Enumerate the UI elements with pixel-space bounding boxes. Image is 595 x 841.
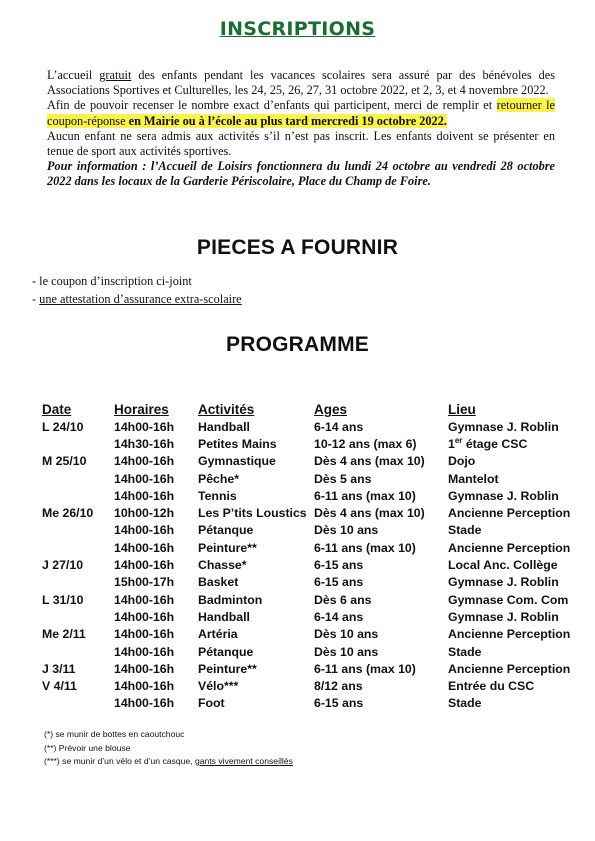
row-date: Me 2/11 — [42, 627, 86, 642]
row-horaire: 14h00-16h — [114, 592, 175, 607]
row-age: Dès 4 ans (max 10) — [314, 506, 425, 521]
row-date — [42, 522, 114, 539]
table-row — [42, 677, 572, 694]
row-date — [42, 695, 114, 712]
row-date — [42, 470, 114, 487]
table-row — [42, 556, 572, 573]
table-row — [42, 660, 572, 677]
row-lieu: Gymnase J. Roblin — [448, 609, 559, 624]
intro-text — [47, 68, 555, 190]
row-activite: Les P’tits Loustics — [198, 506, 307, 521]
row-horaire: 14h30-16h — [114, 436, 175, 451]
row-activite: Peinture** — [198, 661, 257, 676]
row-date — [42, 608, 114, 625]
row-horaire: 14h00-16h — [114, 644, 175, 659]
header-ages: Ages — [314, 402, 348, 417]
row-date: J 3/11 — [42, 661, 76, 676]
programme-title: PROGRAMME — [226, 333, 369, 356]
row-horaire: 14h00-16h — [114, 540, 175, 555]
row-lieu: Gymnase Com. Com — [448, 592, 569, 607]
row-activite: Foot — [198, 696, 225, 711]
row-horaire: 14h00-16h — [114, 661, 175, 676]
table-row — [42, 626, 572, 643]
row-age: Dès 10 ans — [314, 644, 379, 659]
row-activite: Pêche* — [198, 471, 240, 486]
footnote-bottes: (*) se munir de bottes en caoutchouc — [44, 729, 185, 739]
row-activite: Handball — [198, 609, 250, 624]
row-lieu: Entrée du CSC — [448, 679, 535, 694]
row-age: 6-11 ans (max 10) — [314, 540, 416, 555]
row-horaire: 14h00-16h — [114, 419, 175, 434]
row-age: 6-11 ans (max 10) — [314, 661, 416, 676]
row-horaire: 10h00-12h — [114, 506, 175, 521]
row-lieu: Local Anc. Collège — [448, 558, 558, 573]
table-row — [42, 435, 572, 452]
header-activites: Activités — [198, 402, 255, 417]
row-activite: Vélo*** — [198, 679, 239, 694]
row-age: Dès 10 ans — [314, 627, 379, 642]
row-activite: Chasse* — [198, 558, 247, 573]
row-activite: Pétanque — [198, 644, 254, 659]
row-age: 6-15 ans — [314, 558, 364, 573]
row-date — [42, 487, 114, 504]
row-horaire: 14h00-16h — [114, 488, 175, 503]
row-horaire: 14h00-16h — [114, 558, 175, 573]
row-date: M 25/10 — [42, 454, 87, 469]
row-lieu: Ancienne Perception — [448, 661, 571, 676]
intro-paragraph-coupon: Afin de pouvoir recenser le nombre exact d’enfants qui participent, merci de remplir et retourner le coupon-réponse en Mairie ou à l’école au plus tard mercredi 19 octobre 2022. — [47, 98, 555, 128]
table-row — [42, 470, 572, 487]
header-date: Date — [42, 402, 72, 417]
row-lieu: Ancienne Perception — [448, 540, 571, 555]
row-activite: Petites Mains — [198, 436, 277, 451]
row-date — [42, 574, 114, 591]
table-row — [42, 418, 572, 435]
row-lieu: Mantelot — [448, 471, 499, 486]
footnote-blouse: (**) Prévoir une blouse — [44, 742, 131, 753]
row-age: 6-14 ans — [314, 609, 364, 624]
row-age: 6-15 ans — [314, 575, 364, 590]
row-horaire: 14h00-16h — [114, 454, 175, 469]
footnote-velo: (***) se munir d’un vélo et d’un casque, gants vivement conseillés — [44, 756, 293, 766]
row-age: Dès 10 ans — [314, 523, 379, 538]
table-row — [42, 591, 572, 608]
row-horaire: 14h00-16h — [114, 679, 175, 694]
row-horaire: 15h00-17h — [114, 575, 175, 590]
row-activite: Badminton — [198, 592, 263, 607]
table-row — [42, 487, 572, 504]
row-horaire: 14h00-16h — [114, 696, 175, 711]
table-row — [42, 574, 572, 591]
table-row — [42, 522, 572, 539]
footnotes — [44, 728, 293, 769]
row-activite: Tennis — [198, 488, 237, 503]
row-age: 6-11 ans (max 10) — [314, 488, 416, 503]
row-age: 6-14 ans — [314, 419, 364, 434]
intro-paragraph-dates: L’accueil gratuit des enfants pendant les vacances scolaires sera assuré par des bénévoles des Associations Sportives et Culturelles, les 24, 25, 26, 27, 31 octobre 2022, et 2, 3, et 4 novembre 2022. — [47, 68, 556, 98]
row-activite: Basket — [198, 575, 239, 590]
row-age: 8/12 ans — [314, 679, 363, 694]
row-lieu: Ancienne Perception — [448, 627, 571, 642]
table-row — [42, 539, 572, 556]
table-row — [42, 453, 572, 470]
row-date: Me 26/10 — [42, 506, 94, 521]
row-activite: Artéria — [198, 627, 238, 642]
row-lieu: Gymnase J. Roblin — [448, 419, 559, 434]
row-horaire: 14h00-16h — [114, 523, 175, 538]
intro-paragraph-admission: Aucun enfant ne sera admis aux activités s’il n’est pas inscrit. Les enfants doivent se présenter en tenue de sport aux activités sportives. — [47, 128, 555, 159]
row-horaire: 14h00-16h — [114, 471, 175, 486]
row-lieu: Dojo — [448, 454, 476, 469]
deadline-highlight: retourner le coupon-réponse en Mairie ou à l’école au plus tard mercredi 19 octobre 2022. — [47, 98, 555, 128]
row-lieu: Stade — [448, 696, 482, 711]
pieces-title: PIECES A FOURNIR — [196, 236, 399, 259]
row-horaire: 14h00-16h — [114, 609, 175, 624]
row-activite: Gymnastique — [198, 454, 276, 469]
row-age: Dès 5 ans — [314, 471, 372, 486]
table-row — [42, 643, 572, 660]
row-date — [42, 539, 114, 556]
row-age: Dès 4 ans (max 10) — [314, 454, 425, 469]
row-activite: Peinture** — [198, 540, 257, 555]
programme-header-row — [42, 398, 572, 418]
row-date — [42, 643, 114, 660]
row-lieu: Stade — [448, 644, 482, 659]
row-lieu: 1er étage CSC — [448, 436, 528, 452]
row-date: L 31/10 — [42, 592, 84, 607]
programme-table — [42, 398, 572, 712]
row-horaire: 14h00-16h — [114, 627, 175, 642]
row-lieu: Gymnase J. Roblin — [448, 575, 559, 590]
row-lieu: Stade — [448, 523, 482, 538]
row-lieu: Ancienne Perception — [448, 506, 571, 521]
page-title: INSCRIPTIONS — [219, 18, 376, 40]
header-lieu: Lieu — [448, 402, 476, 417]
row-date — [42, 435, 114, 452]
header-horaires: Horaires — [114, 402, 169, 417]
row-date: V 4/11 — [42, 679, 77, 694]
row-age: Dès 6 ans — [314, 592, 372, 607]
table-row — [42, 695, 572, 712]
pieces-item-coupon: - le coupon d’inscription ci-joint — [32, 274, 192, 288]
row-date: J 27/10 — [42, 558, 84, 573]
row-activite: Pétanque — [198, 523, 254, 538]
pieces-list — [32, 272, 242, 308]
table-row — [42, 504, 572, 521]
row-age: 6-15 ans — [314, 696, 364, 711]
table-row — [42, 608, 572, 625]
row-age: 10-12 ans (max 6) — [314, 436, 417, 451]
row-activite: Handball — [198, 419, 250, 434]
gratuit-underlined: gratuit — [99, 68, 132, 82]
pieces-item-attestation: - une attestation d’assurance extra-scolaire — [32, 292, 242, 306]
row-date: L 24/10 — [42, 419, 84, 434]
intro-paragraph-information: Pour information : l’Accueil de Loisirs fonctionnera du lundi 24 octobre au vendredi 28 octobre 2022 dans les locaux de la Garderie Périscolaire, Place du Champ de Foire. — [47, 159, 555, 189]
row-lieu: Gymnase J. Roblin — [448, 488, 559, 503]
